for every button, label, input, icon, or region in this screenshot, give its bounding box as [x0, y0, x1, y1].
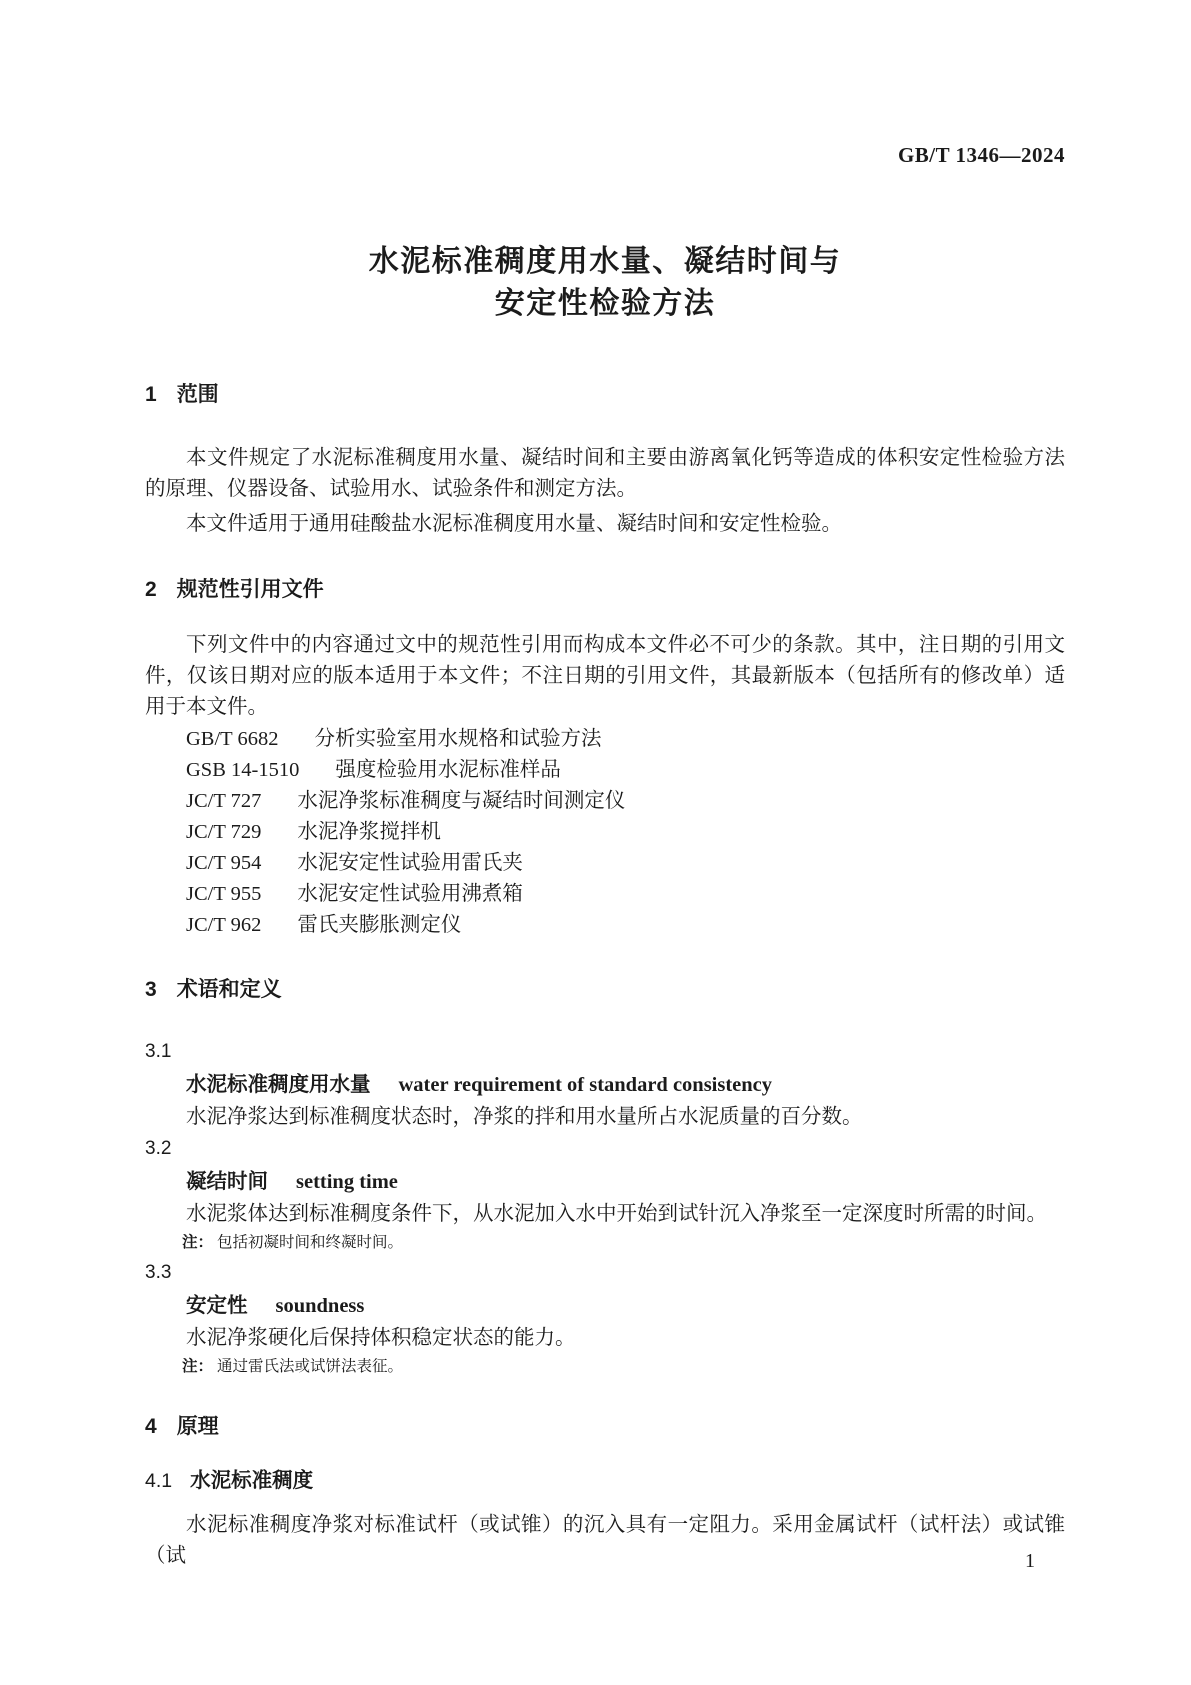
- reference-title: 水泥安定性试验用雷氏夹: [297, 852, 523, 874]
- note-text: 包括初凝时间和终凝时间。: [217, 1234, 404, 1251]
- term-entry-3-2: [145, 1134, 1065, 1256]
- term-english: setting time: [296, 1171, 398, 1193]
- section-3-heading: [145, 977, 1065, 1003]
- term-definition: 水泥浆体达到标准稠度条件下，从水泥加入水中开始到试针沉入净浆至一定深度时所需的时间。: [186, 1203, 1047, 1225]
- reference-title: 强度检验用水泥标准样品: [335, 759, 561, 781]
- reference-title: 水泥净浆标准稠度与凝结时间测定仪: [297, 790, 626, 812]
- section-1-title: 范围: [176, 383, 219, 406]
- reference-code: JC/T 954: [186, 852, 262, 874]
- scope-paragraph-1: 本文件规定了水泥标准稠度用水量、凝结时间和主要由游离氧化钙等造成的体积安定性检验方法的原理、仪器设备、试验用水、试验条件和测定方法。: [145, 447, 1065, 500]
- term-number: 3.3: [145, 1262, 172, 1283]
- section-2-number: 2: [145, 578, 157, 601]
- subsection-4-1-title: 水泥标准稠度: [190, 1469, 314, 1492]
- title-line-1: 水泥标准稠度用水量、凝结时间与: [368, 245, 842, 278]
- title-line-2: 安定性检验方法: [494, 287, 716, 320]
- term-note: [145, 1353, 1065, 1380]
- page-number: 1: [1025, 1550, 1035, 1572]
- reference-item: [145, 755, 1065, 786]
- term-entry-3-3: [145, 1258, 1065, 1380]
- references-intro-text: 下列文件中的内容通过文中的规范性引用而构成本文件必不可少的条款。其中，注日期的引用文件，仅该日期对应的版本适用于本文件；不注日期的引用文件，其最新版本（包括所有的修改单）适用于本文件。: [145, 634, 1065, 718]
- reference-code: JC/T 955: [186, 883, 262, 905]
- reference-item: [145, 817, 1065, 848]
- references-list: [145, 724, 1065, 941]
- reference-title: 水泥净浆搅拌机: [297, 821, 441, 843]
- term-definition: 水泥净浆硬化后保持体积稳定状态的能力。: [186, 1327, 576, 1349]
- section-2-title: 规范性引用文件: [176, 578, 324, 601]
- terms-definitions: [145, 1037, 1065, 1380]
- term-note: [145, 1229, 1065, 1256]
- term-heading: [145, 1167, 1065, 1199]
- section-3-number: 3: [145, 978, 157, 1001]
- scope-paragraph-2: 本文件适用于通用硅酸盐水泥标准稠度用水量、凝结时间和安定性检验。: [186, 513, 842, 535]
- term-number: 3.2: [145, 1138, 172, 1159]
- section-2-heading: [145, 577, 1065, 603]
- doc-number: GB/T 1346—2024: [897, 143, 1065, 167]
- subsection-4-1-heading: [145, 1467, 1065, 1497]
- term-number: 3.1: [145, 1041, 172, 1062]
- reference-item: [145, 786, 1065, 817]
- note-label: 注：: [182, 1358, 214, 1375]
- term-heading: [145, 1070, 1065, 1102]
- section-4-number: 4: [145, 1415, 157, 1438]
- reference-title: 分析实验室用水规格和试验方法: [314, 728, 602, 750]
- note-label: 注：: [182, 1234, 214, 1251]
- reference-code: JC/T 729: [186, 821, 262, 843]
- reference-title: 水泥安定性试验用沸煮箱: [297, 883, 523, 905]
- term-english: soundness: [275, 1295, 365, 1317]
- section-4-heading: [145, 1414, 1065, 1440]
- section-1-number: 1: [145, 383, 157, 406]
- reference-code: GB/T 6682: [186, 728, 279, 750]
- section-4-title: 原理: [176, 1415, 219, 1438]
- document-title: [145, 241, 1065, 325]
- term-heading: [145, 1291, 1065, 1323]
- reference-code: GSB 14-1510: [186, 759, 300, 781]
- reference-title: 雷氏夹膨胀测定仪: [297, 914, 462, 936]
- subsection-4-1-number: 4.1: [145, 1470, 173, 1492]
- term-entry-3-1: [145, 1037, 1065, 1132]
- note-text: 通过雷氏法或试饼法表征。: [217, 1358, 404, 1375]
- section-3-title: 术语和定义: [176, 978, 282, 1001]
- scope-paragraphs: [145, 443, 1065, 540]
- references-intro: [145, 630, 1065, 723]
- term-chinese: 凝结时间: [186, 1170, 268, 1193]
- section-1-heading: [145, 382, 1065, 408]
- term-english: water requirement of standard consistency: [398, 1074, 773, 1096]
- term-chinese: 水泥标准稠度用水量: [186, 1073, 371, 1096]
- reference-code: JC/T 727: [186, 790, 262, 812]
- reference-item: [145, 879, 1065, 910]
- term-chinese: 安定性: [186, 1294, 248, 1317]
- principle-paragraph-text: 水泥标准稠度净浆对标准试杆（或试锥）的沉入具有一定阻力。采用金属试杆（试杆法）或试锥（试: [145, 1514, 1065, 1567]
- term-definition: 水泥净浆达到标准稠度状态时，净浆的拌和用水量所占水泥质量的百分数。: [186, 1106, 863, 1128]
- reference-item: [145, 724, 1065, 755]
- reference-item: [145, 848, 1065, 879]
- reference-code: JC/T 962: [186, 914, 262, 936]
- reference-item: [145, 910, 1065, 941]
